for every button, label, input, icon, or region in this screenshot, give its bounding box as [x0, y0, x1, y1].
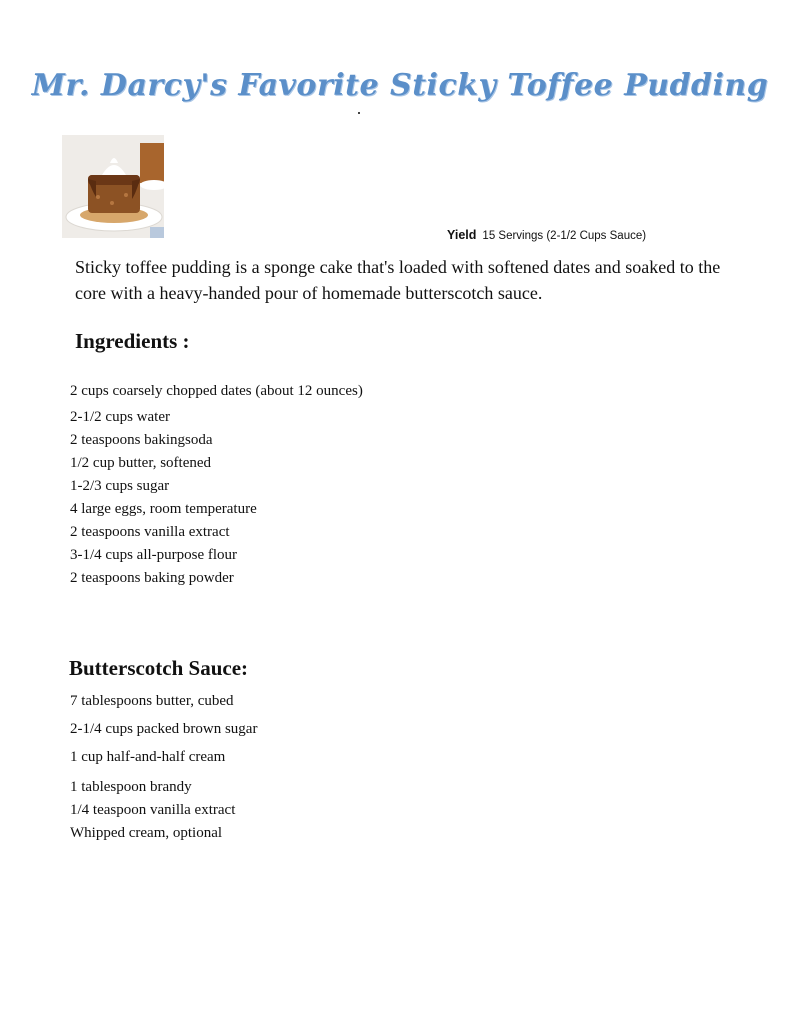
sauce-ingredients-list [70, 690, 257, 845]
sauce-ingredient-item: 1 tablespoon brandy [70, 779, 192, 795]
ingredient-item: 2 teaspoons vanilla extract [70, 524, 230, 540]
ingredient-item: 2-1/2 cups water [70, 409, 170, 425]
sauce-ingredient-item: 1 cup half-and-half cream [70, 749, 226, 765]
ingredients-heading: Ingredients : [75, 329, 190, 353]
ingredient-item: 3-1/4 cups all-purpose flour [70, 547, 238, 563]
ingredient-item: 1-2/3 cups sugar [70, 478, 170, 494]
recipe-intro: Sticky toffee pudding is a sponge cake that's loaded with softened dates and soaked to the core with a heavy-handed pour of homemade butterscotch sauce. [75, 257, 721, 303]
yield-info [447, 228, 646, 242]
yield-value: 15 Servings (2-1/2 Cups Sauce) [482, 230, 647, 242]
sauce-ingredient-item: 1/4 teaspoon vanilla extract [70, 802, 236, 818]
sauce-heading: Butterscotch Sauce: [69, 656, 249, 680]
pudding-image-icon [62, 135, 164, 238]
recipe-photo [62, 135, 164, 238]
yield-label: Yield [447, 228, 477, 242]
sauce-ingredient-item: 7 tablespoons butter, cubed [70, 693, 234, 709]
ingredient-item: 2 teaspoons bakingsoda [70, 432, 213, 448]
ingredient-item: 2 cups coarsely chopped dates (about 12 ounces) [70, 383, 363, 399]
stray-dot [358, 112, 360, 114]
ingredient-item: 4 large eggs, room temperature [70, 501, 257, 517]
recipe-title: Mr. Darcy's Favorite Sticky Toffee Pudding [31, 68, 769, 103]
ingredient-item: 2 teaspoons baking powder [70, 570, 234, 586]
sauce-ingredient-item: 2-1/4 cups packed brown sugar [70, 721, 258, 737]
ingredients-list [70, 380, 363, 590]
ingredient-item: 1/2 cup butter, softened [70, 455, 212, 471]
sauce-ingredient-item: Whipped cream, optional [70, 825, 223, 841]
